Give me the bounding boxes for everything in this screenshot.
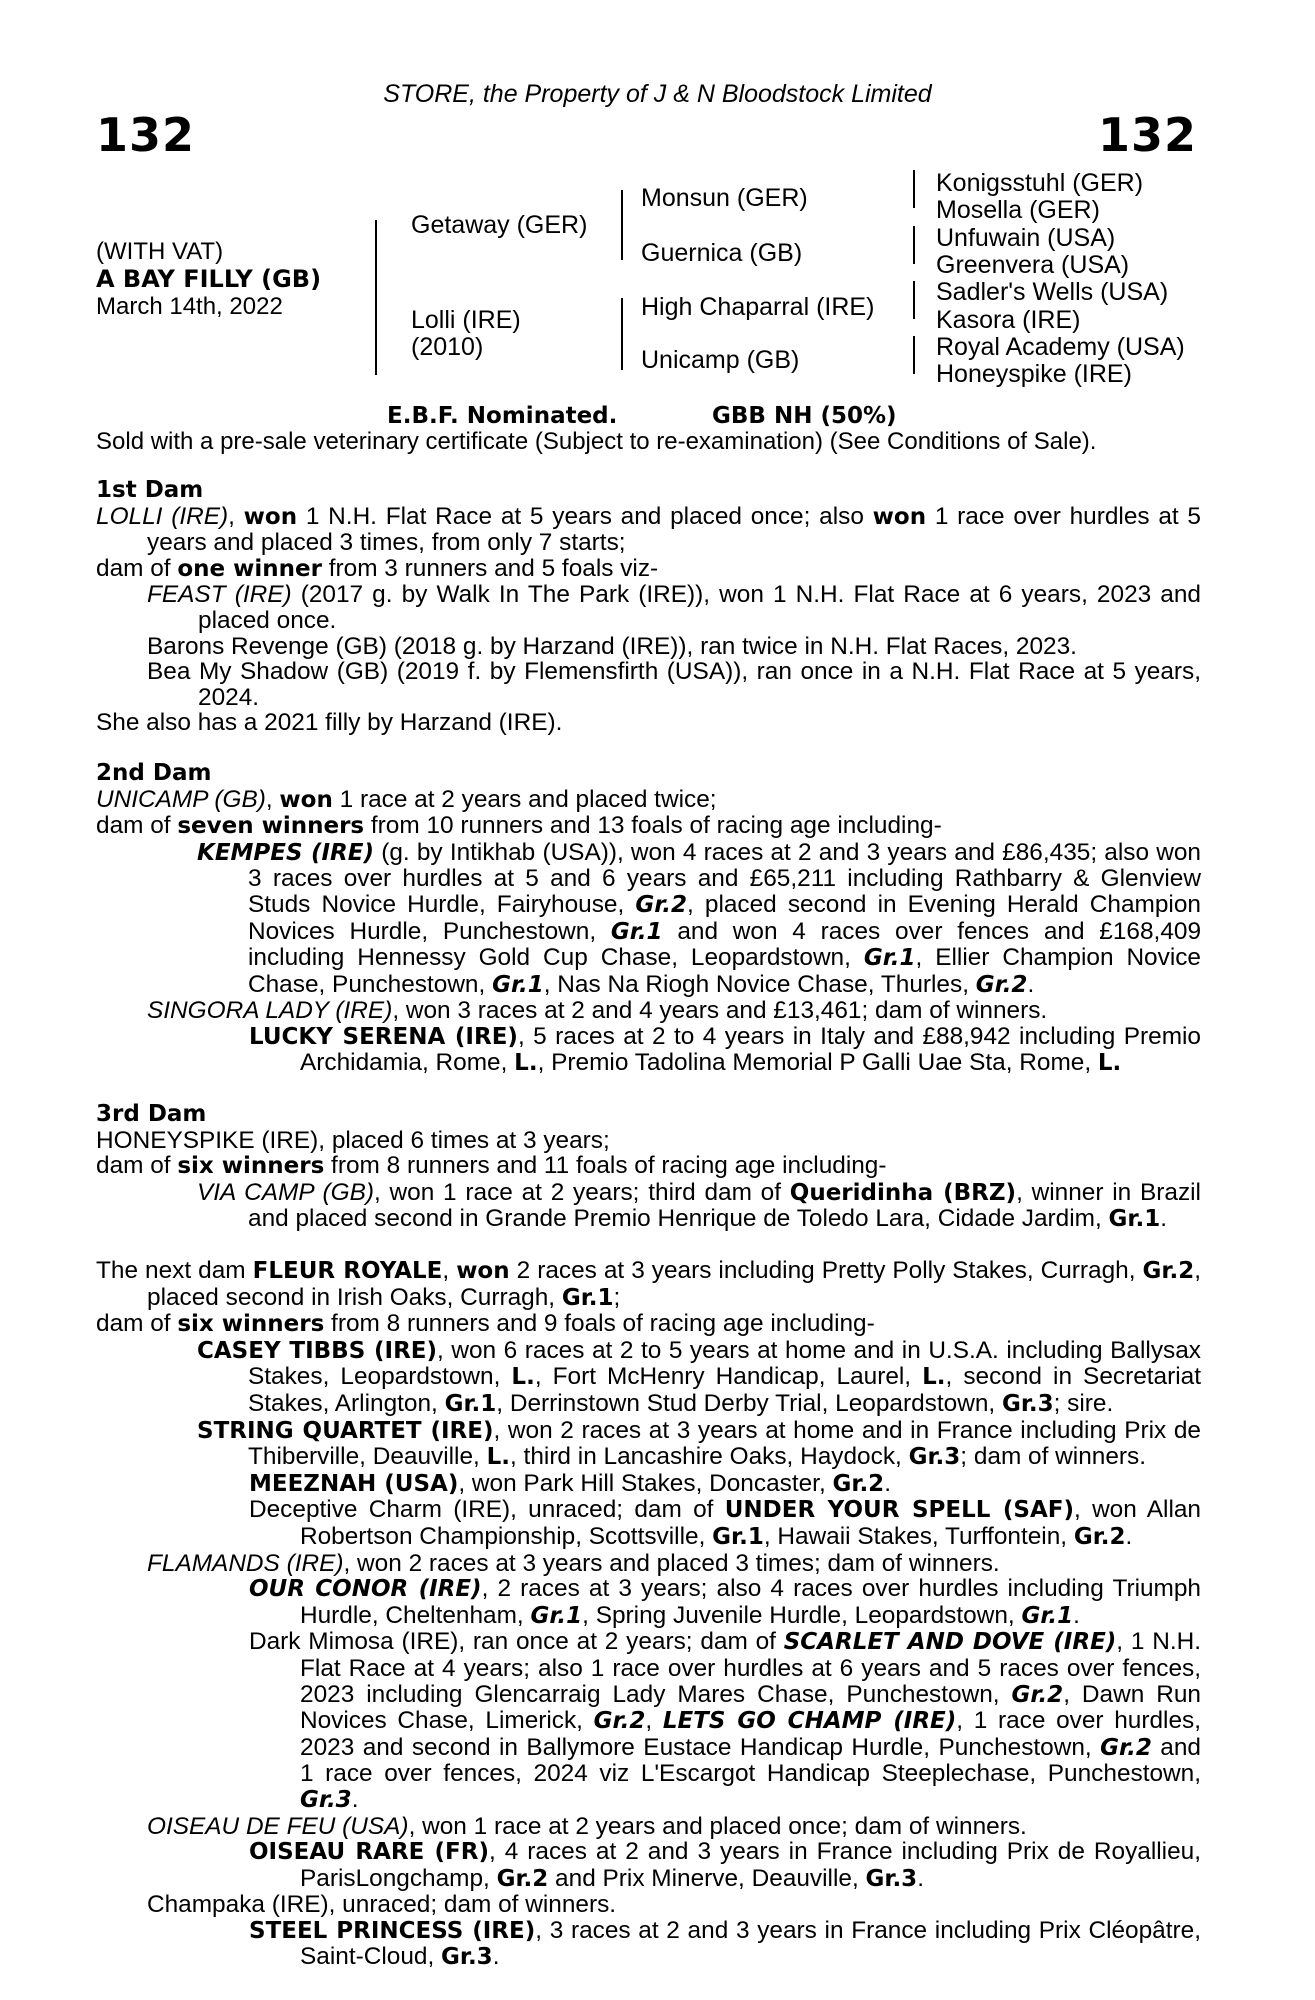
- brace-dam: [621, 298, 623, 370]
- text: , 1 race over hurdles, 2023 and second in Ballymore Eustace Handicap Hurdle, Punchestown,: [300, 1707, 1202, 1761]
- second-dam-dam-of: [96, 813, 1201, 840]
- text: from 8 runners and 11 foals of racing age including-: [324, 1152, 887, 1180]
- third-dam-heading: 3rd Dam: [96, 1101, 207, 1128]
- text: , 4 races at 2 and 3 years in France including Prix de Royallieu, ParisLongchamp,: [300, 1838, 1201, 1892]
- dam-sire: High Chaparral (IRE): [641, 293, 875, 321]
- text: , 1 N.H. Flat Race at 4 years; also 1 race over hurdles at 6 years and 5 races over fences, 2023 including Glencarraig Lady Mares Chase, Punchestown,: [300, 1628, 1202, 1708]
- text: , Premio Tadolina Memorial P Galli Uae Sta, Rome,: [537, 1049, 1098, 1077]
- text: , third in Lancashire Oaks, Haydock,: [510, 1443, 909, 1471]
- text: .: [1073, 1601, 1080, 1629]
- text: , won 1 race at 2 years; third dam of: [374, 1178, 790, 1206]
- text: Deceptive Charm (IRE), unraced; dam of: [249, 1496, 725, 1524]
- catalogue-body: [96, 478, 1201, 1971]
- grade: Gr.2: [593, 1708, 646, 1735]
- winners-count: seven winners: [177, 813, 365, 840]
- text: and 1 race over fences, 2024 viz L'Escargot Handicap Steeplechase, Punchestown,: [300, 1733, 1201, 1788]
- g3-6: Kasora (IRE): [936, 306, 1081, 334]
- sire-dam: Guernica (GB): [641, 239, 803, 267]
- next-dam-dam-of: [96, 1311, 1201, 1338]
- text: dam of: [96, 812, 178, 840]
- first-dam-dam-of: [96, 556, 1201, 583]
- g3-1: Konigsstuhl (GER): [936, 169, 1144, 197]
- grade: Gr.3: [300, 1786, 352, 1813]
- grade: L.: [922, 1364, 946, 1391]
- grade: Gr.2: [1011, 1681, 1064, 1708]
- first-dam-record: LOLLI (IRE), won 1 N.H. Flat Race at 5 years and placed once; also won 1 race over hurdles at 5 years and placed 3 times, from only 7 starts;: [96, 502, 1201, 557]
- first-dam-name: LOLLI (IRE): [96, 502, 229, 530]
- text: , won Allan Robertson Championship, Scottsville,: [300, 1496, 1201, 1550]
- winners-count: one winner: [177, 555, 322, 582]
- dam-dam: Unicamp (GB): [641, 346, 800, 374]
- horse-name: A BAY FILLY (GB): [96, 265, 322, 293]
- text: (2017 g. by Walk In The Park (IRE)), won 1 N.H. Flat Race at 6 years, 2023 and placed once.: [198, 581, 1201, 634]
- brace-sire: [621, 190, 623, 260]
- progeny-name: FLAMANDS (IRE): [147, 1549, 344, 1577]
- text: , placed second in Irish Oaks, Curragh,: [147, 1257, 1201, 1311]
- third-dam-dam-of: [96, 1153, 1201, 1180]
- second-dam-record: UNICAMP (GB), won 1 race at 2 years and placed twice;: [96, 785, 717, 813]
- grade: Gr.2: [832, 1470, 885, 1497]
- text: 2 races at 3 years including Pretty Polly Stakes, Curragh,: [509, 1257, 1143, 1285]
- g3-5: Sadler's Wells (USA): [936, 278, 1169, 306]
- descendant-name: LETS GO CHAMP (IRE): [662, 1708, 957, 1735]
- horse-dob: March 14th, 2022: [96, 293, 283, 320]
- progeny-name: LUCKY SERENA (IRE): [249, 1023, 518, 1050]
- grade: Gr.1: [712, 1523, 764, 1550]
- grade: Gr.1: [530, 1602, 583, 1629]
- grade: L.: [514, 1050, 538, 1077]
- text: .: [884, 1469, 891, 1497]
- progeny-name: VIA CAMP (GB): [197, 1178, 374, 1206]
- progeny-name: OISEAU DE FEU (USA): [147, 1812, 409, 1840]
- text: 1 race at 2 years and placed twice;: [332, 785, 717, 813]
- third-dam-record: HONEYSPIKE (IRE), placed 6 times at 3 years;: [96, 1126, 610, 1154]
- won-bold: won: [456, 1258, 510, 1285]
- text: , Hawaii Stakes, Turffontein,: [763, 1522, 1074, 1550]
- text: , 5 races at 2 to 4 years in Italy and £88,942 including Premio Archidamia, Rome,: [300, 1022, 1201, 1077]
- progeny-name: MEEZNAH (USA): [249, 1470, 459, 1497]
- progeny-casey-tibbs: [96, 1338, 1201, 1418]
- grade: Gr.2: [635, 891, 688, 918]
- progeny-our-conor: [96, 1576, 1201, 1629]
- first-dam-heading: 1st Dam: [96, 477, 204, 503]
- grade: Gr.1: [444, 1391, 497, 1417]
- text: , Fort McHenry Handicap, Laurel,: [534, 1363, 923, 1391]
- descendant-name: UNDER YOUR SPELL (SAF): [724, 1497, 1075, 1524]
- progeny-name: STEEL PRINCESS (IRE): [249, 1917, 536, 1944]
- dam: Lolli (IRE): [411, 306, 521, 334]
- text: .: [1160, 1205, 1167, 1233]
- descendant-name: Queridinha (BRZ): [789, 1179, 1017, 1206]
- progeny-oiseau-rare: [96, 1839, 1201, 1892]
- progeny-barons-revenge: Barons Revenge (GB) (2018 g. by Harzand (IRE)), ran twice in N.H. Flat Races, 2023.: [147, 632, 1077, 660]
- grade: L.: [511, 1364, 535, 1391]
- text: , second in Secretariat Stakes, Arlington,: [248, 1363, 1201, 1417]
- grade: L.: [1097, 1050, 1122, 1077]
- brace-g3-2: [913, 226, 915, 264]
- text: ;: [613, 1283, 621, 1311]
- grade: Gr.2: [1142, 1258, 1195, 1285]
- text: 1 N.H. Flat Race at 5 years and placed once; also: [297, 502, 873, 530]
- text: (g. by Intikhab (USA)), won 4 races at 2 and 3 years and £86,435; also won 3 races over hurdles at 5 and 6 years and £65,211 including Rathbarry & Glenview Studs Novice Hurdle, Fairyhouse,: [248, 838, 1201, 918]
- progeny-name: STRING QUARTET (IRE): [197, 1417, 494, 1444]
- brace-g3-3: [913, 281, 915, 319]
- brace-g3-1: [913, 170, 915, 208]
- descendant-name: SCARLET AND DOVE (IRE): [783, 1629, 1117, 1656]
- grade: Gr.3: [1001, 1391, 1054, 1417]
- progeny-lucky-serena: [96, 1024, 1201, 1077]
- grade: L.: [486, 1444, 510, 1471]
- text: , Derrinstown Stud Derby Trial, Leopardstown,: [496, 1390, 1002, 1417]
- winners-count: six winners: [177, 1311, 325, 1338]
- text: , won 2 races at 3 years at home and in France including Prix de Thiberville, Deauville,: [248, 1416, 1201, 1471]
- text: and Prix Minerve, Deauville,: [548, 1864, 866, 1892]
- text: , 3 races at 2 and 3 years in France including Prix Cléopâtre, Saint-Cloud,: [300, 1916, 1201, 1971]
- grade: Gr.1: [492, 971, 544, 998]
- brace-g3-4: [913, 336, 915, 374]
- progeny-flamands: [96, 1551, 1201, 1577]
- text: , won 3 races at 2 and 4 years and £13,461; dam of winners.: [392, 997, 1048, 1025]
- won-bold: won: [279, 786, 333, 813]
- text: .: [492, 1943, 500, 1971]
- won-bold: won: [872, 503, 927, 530]
- text: ; sire.: [1053, 1390, 1114, 1417]
- sire-sire: Monsun (GER): [641, 184, 808, 212]
- text: , won 6 races at 2 to 5 years at home and in U.S.A. including Ballysax Stakes, Leopardstown,: [248, 1336, 1201, 1391]
- grade: Gr.3: [441, 1944, 493, 1971]
- vendor-line: STORE, the Property of J & N Bloodstock Limited: [383, 80, 932, 108]
- progeny-via-camp: [96, 1180, 1201, 1233]
- text: , Ellier Champion Novice Chase, Punchestown,: [248, 944, 1201, 998]
- grade: Gr.2: [1073, 1523, 1126, 1550]
- grade: Gr.2: [496, 1865, 549, 1892]
- text: , Nas Na Riogh Novice Chase, Thurles,: [543, 970, 976, 998]
- text: , Dawn Run Novices Chase, Limerick,: [300, 1680, 1201, 1735]
- progeny-name: OISEAU RARE (FR): [249, 1839, 489, 1866]
- progeny-kempes: [96, 840, 1201, 999]
- g3-7: Royal Academy (USA): [936, 333, 1185, 361]
- progeny-singora-lady: [96, 998, 1201, 1024]
- text: .: [1125, 1522, 1133, 1550]
- text: , placed second in Evening Herald Champion Novices Hurdle, Punchestown,: [248, 890, 1201, 945]
- text: .: [917, 1864, 924, 1892]
- grade: Gr.1: [863, 945, 916, 972]
- vet-note: Sold with a pre-sale veterinary certificate (Subject to re-examination) (See Conditions of Sale).: [96, 428, 1097, 455]
- g3-4: Greenvera (USA): [936, 251, 1130, 279]
- progeny-meeznah: [96, 1471, 1201, 1498]
- grade: Gr.1: [610, 918, 663, 945]
- progeny-deceptive-charm: [96, 1497, 1201, 1550]
- grade: Gr.1: [1108, 1206, 1161, 1233]
- vat-note: (WITH VAT): [96, 238, 224, 265]
- progeny-name: FEAST (IRE): [147, 581, 292, 609]
- text: .: [1027, 970, 1035, 998]
- text: from 8 runners and 9 foals of racing age including-: [324, 1310, 875, 1338]
- text: The next dam: [96, 1257, 253, 1285]
- text: , Spring Juvenile Hurdle, Leopardstown,: [582, 1601, 1022, 1629]
- sire: Getaway (GER): [411, 211, 588, 239]
- progeny-2021-filly: She also has a 2021 filly by Harzand (IRE).: [96, 709, 563, 737]
- second-dam-heading: 2nd Dam: [96, 759, 212, 786]
- winners-count: six winners: [177, 1153, 325, 1180]
- progeny-name: CASEY TIBBS (IRE): [197, 1337, 438, 1364]
- g3-8: Honeyspike (IRE): [936, 360, 1132, 388]
- grade: Gr.1: [561, 1284, 614, 1311]
- ebf-note: E.B.F. Nominated.: [387, 403, 618, 429]
- text: Dark Mimosa (IRE), ran once at 2 years; dam of: [249, 1628, 784, 1656]
- progeny-name: OUR CONOR (IRE): [249, 1576, 482, 1603]
- progeny-bea-my-shadow: Bea My Shadow (GB) (2019 f. by Flemensfirth (USA)), ran once in a N.H. Flat Race at 5 years, 2024.: [147, 658, 1201, 711]
- text: .: [351, 1785, 359, 1813]
- progeny-name: KEMPES (IRE): [197, 839, 374, 866]
- gbb-note: GBB NH (50%): [712, 403, 897, 429]
- won-bold: won: [243, 503, 298, 530]
- text: from 3 runners and 5 foals viz-: [321, 554, 659, 582]
- text: dam of: [96, 554, 178, 582]
- text: ; dam of winners.: [960, 1443, 1146, 1471]
- next-dam-record: The next dam FLEUR ROYALE, won 2 races at 3 years including Pretty Polly Stakes, Curragh, Gr.2, placed second in Irish Oaks, Curragh, Gr.1;: [96, 1257, 1201, 1311]
- text: 1 race over hurdles at 5 years and placed 3 times, from only 7 starts;: [147, 502, 1201, 557]
- text: and won 4 races over fences and £168,409 including Hennessy Gold Cup Chase, Leopardstown,: [248, 917, 1202, 972]
- lot-number-left: 132: [96, 108, 196, 162]
- grade: Gr.2: [975, 971, 1028, 998]
- progeny-dark-mimosa: [96, 1629, 1201, 1813]
- dam-year: (2010): [411, 333, 484, 361]
- text: , won Park Hill Stakes, Doncaster,: [458, 1469, 833, 1497]
- progeny-steel-princess: [96, 1918, 1201, 1971]
- text: , winner in Brazil and placed second in Grande Premio Henrique de Toledo Lara, Cidade Jardim,: [248, 1178, 1201, 1233]
- text: dam of: [96, 1310, 178, 1338]
- grade: Gr.2: [1100, 1734, 1152, 1761]
- progeny-feast: [96, 582, 1201, 633]
- text: ,: [645, 1707, 663, 1735]
- text: , won 2 races at 3 years and placed 3 times; dam of winners.: [343, 1549, 1000, 1577]
- lot-number-right: 132: [1097, 108, 1197, 162]
- text: from 10 runners and 13 foals of racing age including-: [364, 812, 942, 840]
- brace-gen1: [375, 220, 377, 375]
- g3-3: Unfuwain (USA): [936, 224, 1116, 252]
- text: dam of: [96, 1152, 178, 1180]
- progeny-string-quartet: [96, 1418, 1201, 1471]
- text: , 2 races at 3 years; also 4 races over hurdles including Triumph Hurdle, Cheltenham,: [300, 1575, 1202, 1629]
- progeny-oiseau-de-feu: [96, 1814, 1201, 1840]
- progeny-champaka: Champaka (IRE), unraced; dam of winners.: [147, 1891, 617, 1919]
- grade: Gr.1: [1021, 1602, 1074, 1629]
- progeny-name: SINGORA LADY (IRE): [147, 997, 393, 1025]
- grade: Gr.3: [865, 1865, 918, 1892]
- g3-2: Mosella (GER): [936, 196, 1100, 224]
- second-dam-name: UNICAMP (GB): [96, 785, 266, 813]
- grade: Gr.3: [908, 1444, 961, 1471]
- next-dam-name: FLEUR ROYALE: [252, 1258, 443, 1285]
- text: , won 1 race at 2 years and placed once; dam of winners.: [408, 1812, 1027, 1840]
